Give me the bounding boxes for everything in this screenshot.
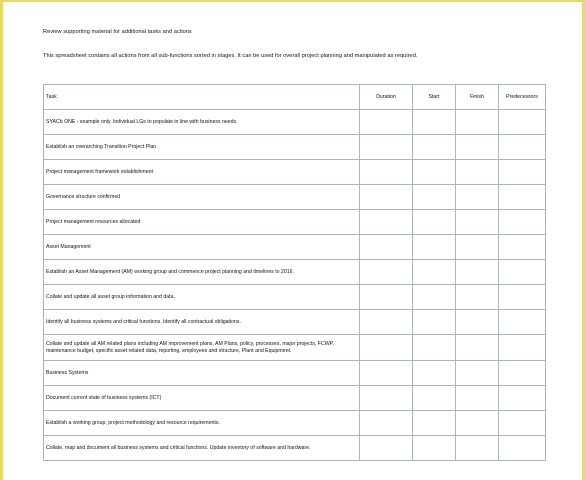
finish-cell[interactable] (456, 135, 499, 160)
start-cell[interactable] (413, 361, 456, 386)
finish-cell[interactable] (456, 436, 499, 461)
task-cell[interactable]: Establish an Asset Management (AM) working group and commence project planning and timelines to 2016. (44, 260, 360, 285)
finish-cell[interactable] (456, 260, 499, 285)
duration-cell[interactable] (360, 386, 413, 411)
start-cell[interactable] (413, 335, 456, 361)
predecessors-cell[interactable] (499, 110, 546, 135)
task-cell[interactable]: Identify all business systems and critical functions. Identify all contractual obligations. (44, 310, 360, 335)
duration-cell[interactable] (360, 135, 413, 160)
header-task[interactable]: Task (44, 85, 360, 110)
duration-cell[interactable] (360, 235, 413, 260)
predecessors-cell[interactable] (499, 185, 546, 210)
task-cell[interactable]: Project management resources allocated (44, 210, 360, 235)
start-cell[interactable] (413, 260, 456, 285)
predecessors-cell[interactable] (499, 411, 546, 436)
predecessors-cell[interactable] (499, 135, 546, 160)
predecessors-cell[interactable] (499, 285, 546, 310)
finish-cell[interactable] (456, 210, 499, 235)
predecessors-cell[interactable] (499, 436, 546, 461)
table-header-row (44, 85, 546, 110)
duration-cell[interactable] (360, 185, 413, 210)
task-cell[interactable]: Establish a working group, project methodology and resource requirements. (44, 411, 360, 436)
task-cell[interactable]: Business Systems (44, 361, 360, 386)
predecessors-cell[interactable] (499, 335, 546, 361)
task-cell[interactable]: Document current state of business systems (ICT) (44, 386, 360, 411)
task-cell[interactable]: Collate and update all asset group information and data. (44, 285, 360, 310)
table-row (44, 310, 546, 335)
header-start[interactable]: Start (413, 85, 456, 110)
finish-cell[interactable] (456, 361, 499, 386)
task-cell[interactable]: Collate, map and document all business systems and critical functions. Update inventory of software and hardware. (44, 436, 360, 461)
table-row (44, 110, 546, 135)
table-row (44, 361, 546, 386)
duration-cell[interactable] (360, 210, 413, 235)
finish-cell[interactable] (456, 110, 499, 135)
header-predecessors[interactable]: Predecessors (499, 85, 546, 110)
table-body (44, 110, 546, 461)
sheet-description: This spreadsheet contains all actions from all sub-functions sorted in stages. It can be used for overall project planning and manipulated as required. (43, 53, 418, 59)
table-row (44, 185, 546, 210)
duration-cell[interactable] (360, 260, 413, 285)
start-cell[interactable] (413, 285, 456, 310)
sheet-heading: Review supporting material for additional tasks and actions (43, 29, 192, 35)
start-cell[interactable] (413, 310, 456, 335)
finish-cell[interactable] (456, 335, 499, 361)
table-row (44, 160, 546, 185)
task-cell[interactable]: Asset Management (44, 235, 360, 260)
table-row (44, 386, 546, 411)
table-row (44, 135, 546, 160)
table-row (44, 235, 546, 260)
finish-cell[interactable] (456, 285, 499, 310)
start-cell[interactable] (413, 135, 456, 160)
duration-cell[interactable] (360, 110, 413, 135)
task-table (43, 84, 546, 461)
header-finish[interactable]: Finish (456, 85, 499, 110)
start-cell[interactable] (413, 386, 456, 411)
start-cell[interactable] (413, 160, 456, 185)
finish-cell[interactable] (456, 235, 499, 260)
table-row (44, 411, 546, 436)
predecessors-cell[interactable] (499, 310, 546, 335)
duration-cell[interactable] (360, 160, 413, 185)
finish-cell[interactable] (456, 411, 499, 436)
predecessors-cell[interactable] (499, 210, 546, 235)
start-cell[interactable] (413, 110, 456, 135)
header-duration[interactable]: Duration (360, 85, 413, 110)
start-cell[interactable] (413, 411, 456, 436)
task-cell[interactable]: Collate and update all AM related plans including AM improvement plans, AM Plans, policy, processes, major projects, FCWP, maintenance budget, specific asset related data, reporting, employees and structure, Plant and Equipment. (44, 335, 360, 361)
table-row (44, 285, 546, 310)
duration-cell[interactable] (360, 436, 413, 461)
task-cell[interactable]: SYACb ONE - example only. Individual LGs to populate in line with business needs. (44, 110, 360, 135)
table-row (44, 210, 546, 235)
finish-cell[interactable] (456, 310, 499, 335)
predecessors-cell[interactable] (499, 260, 546, 285)
start-cell[interactable] (413, 210, 456, 235)
start-cell[interactable] (413, 436, 456, 461)
table-row (44, 436, 546, 461)
predecessors-cell[interactable] (499, 235, 546, 260)
start-cell[interactable] (413, 235, 456, 260)
start-cell[interactable] (413, 185, 456, 210)
task-cell[interactable]: Governance structure confirmed (44, 185, 360, 210)
finish-cell[interactable] (456, 185, 499, 210)
duration-cell[interactable] (360, 411, 413, 436)
duration-cell[interactable] (360, 310, 413, 335)
predecessors-cell[interactable] (499, 386, 546, 411)
table-row (44, 260, 546, 285)
finish-cell[interactable] (456, 160, 499, 185)
predecessors-cell[interactable] (499, 160, 546, 185)
duration-cell[interactable] (360, 361, 413, 386)
finish-cell[interactable] (456, 386, 499, 411)
task-cell[interactable]: Project management framework establishment (44, 160, 360, 185)
task-cell[interactable]: Establish an overarching Transition Project Plan (44, 135, 360, 160)
duration-cell[interactable] (360, 335, 413, 361)
table-row (44, 335, 546, 361)
duration-cell[interactable] (360, 285, 413, 310)
predecessors-cell[interactable] (499, 361, 546, 386)
